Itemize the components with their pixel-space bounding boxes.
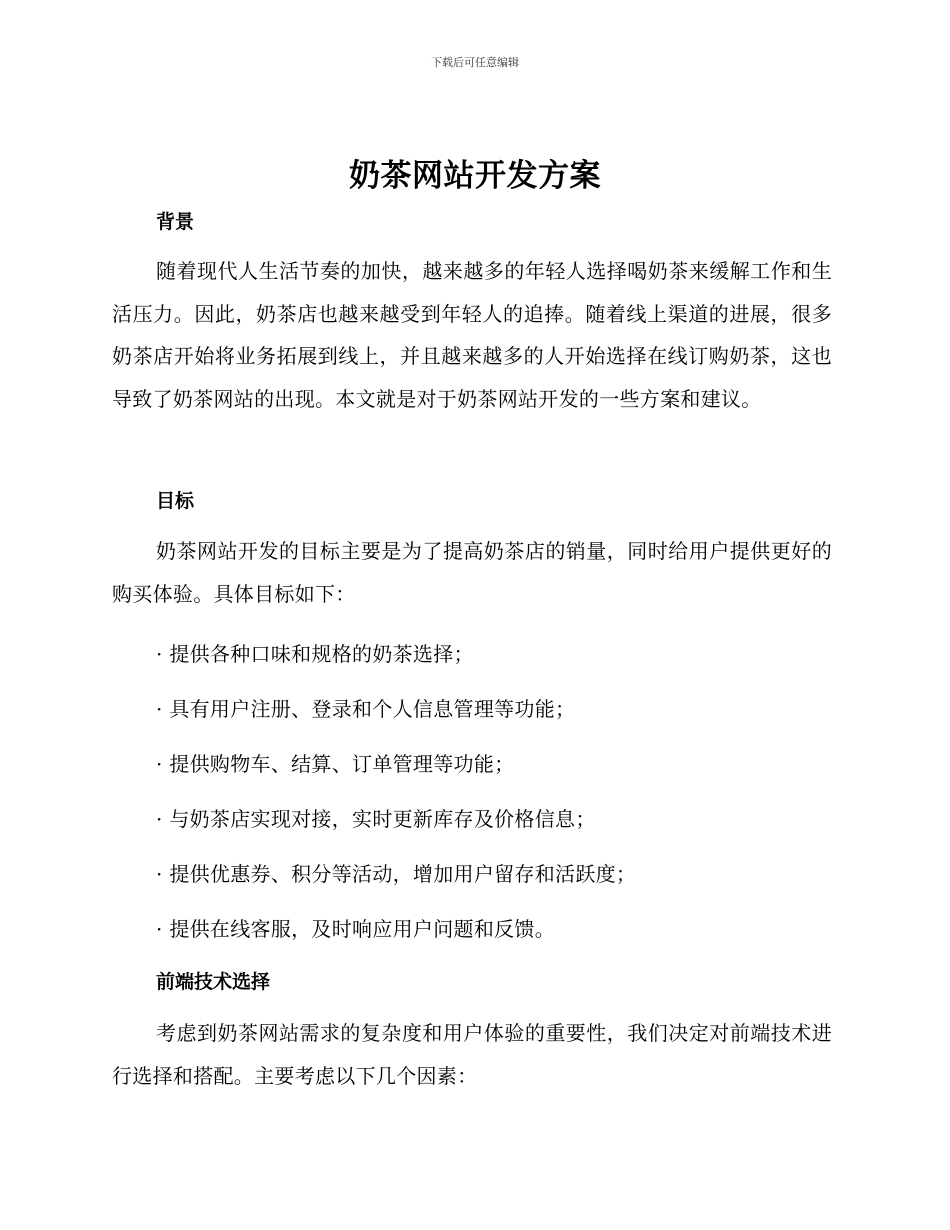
goal-bullet-item: · 提供购物车、结算、订单管理等功能； xyxy=(156,752,515,776)
background-paragraph: 随着现代人生活节奏的加快，越来越多的年轻人选择喝奶茶来缓解工作和生活压力。因此，奶茶店也越来越受到年轻人的追捧。随着线上渠道的进展，很多奶茶店开始将业务拓展到线上，并且越来越多的人开始选择在线订购奶茶，这也导致了奶茶网站的出现。本文就是对于奶茶网站开发的一些方案和建议。 xyxy=(112,259,832,411)
section-heading-background: 背景 xyxy=(156,211,195,233)
goal-bullet-item: · 具有用户注册、登录和个人信息管理等功能； xyxy=(156,697,576,721)
section-heading-goals: 目标 xyxy=(156,490,195,512)
goal-bullet-item: · 提供优惠券、积分等活动，增加用户留存和活跃度； xyxy=(156,862,637,886)
goal-bullet-item: · 提供各种口味和规格的奶茶选择； xyxy=(156,642,474,666)
goal-bullet-item: · 与奶茶店实现对接，实时更新库存及价格信息； xyxy=(156,807,596,831)
goal-bullet-item: · 提供在线客服，及时响应用户问题和反馈。 xyxy=(156,917,556,941)
document-title: 奶茶网站开发方案 xyxy=(349,158,601,194)
frontend-paragraph: 考虑到奶茶网站需求的复杂度和用户体验的重要性，我们决定对前端技术进行选择和搭配。主要考虑以下几个因素： xyxy=(112,1021,832,1088)
goals-paragraph: 奶茶网站开发的目标主要是为了提高奶茶店的销量，同时给用户提供更好的购买体验。具体目标如下： xyxy=(112,539,832,606)
section-heading-frontend: 前端技术选择 xyxy=(156,971,271,993)
header-note: 下载后可任意编辑 xyxy=(431,56,519,69)
